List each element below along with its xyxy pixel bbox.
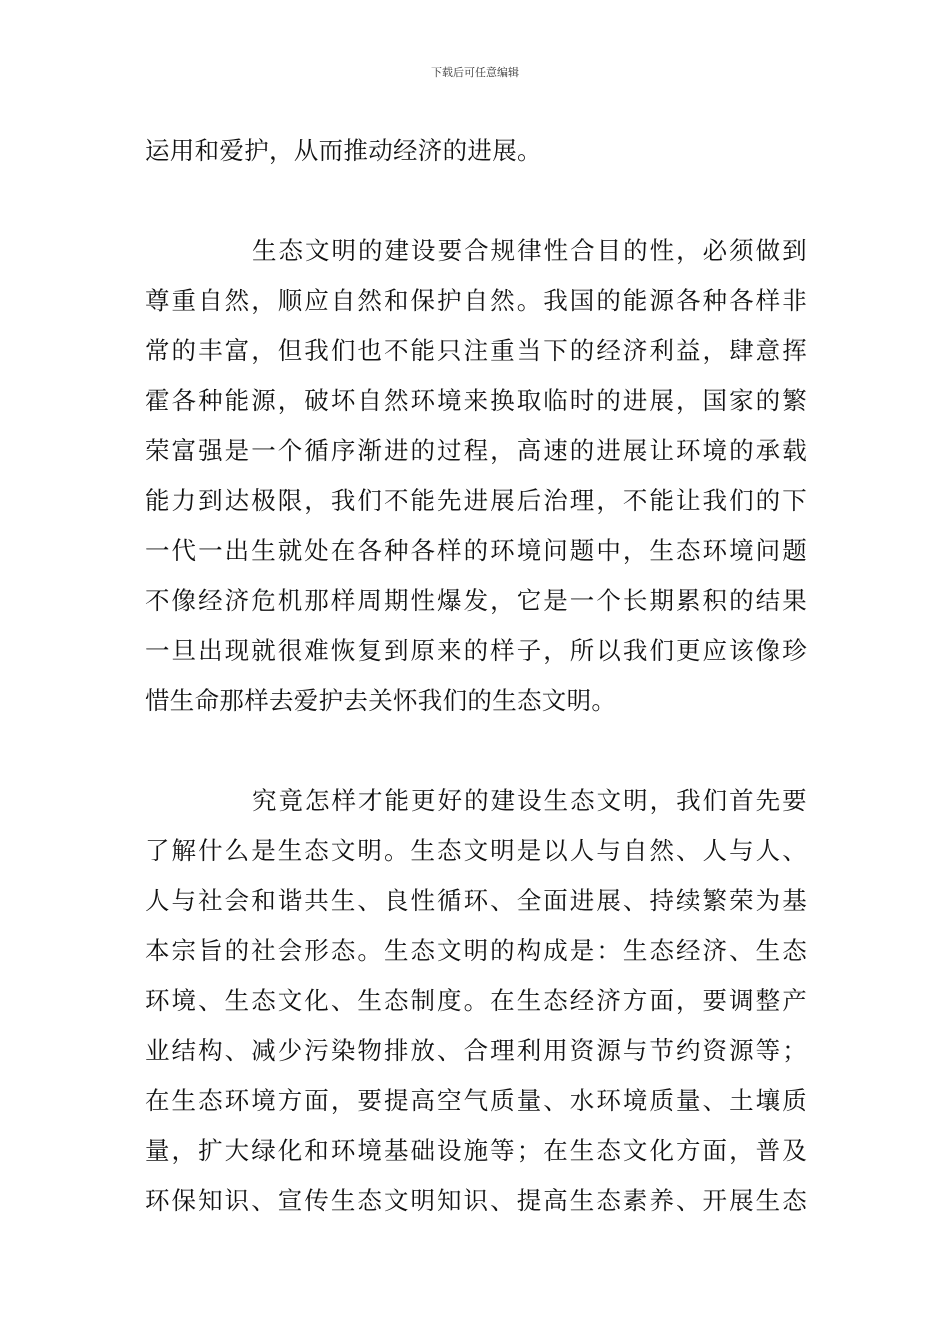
- paragraph-line: 一代一出生就处在各种各样的环境问题中，生态环境问题: [145, 536, 807, 565]
- page-header: 下载后可任意编辑: [431, 66, 519, 79]
- paragraph-line: 常的丰富，但我们也不能只注重当下的经济利益，肆意挥: [145, 336, 807, 365]
- paragraph-line: 环保知识、宣传生态文明知识、提高生态素养、开展生态: [145, 1186, 807, 1215]
- paragraph-line: 霍各种能源，破坏自然环境来换取临时的进展，国家的繁: [145, 386, 807, 415]
- paragraph-line: 荣富强是一个循序渐进的过程，高速的进展让环境的承载: [145, 436, 807, 465]
- paragraph-line: 惜生命那样去爱护去关怀我们的生态文明。: [145, 686, 617, 715]
- paragraph-line: 了解什么是生态文明。生态文明是以人与自然、人与人、: [145, 836, 807, 865]
- paragraph-line: 业结构、减少污染物排放、合理利用资源与节约资源等；: [145, 1036, 807, 1065]
- paragraph-line: 人与社会和谐共生、良性循环、全面进展、持续繁荣为基: [145, 886, 807, 915]
- paragraph-line: 运用和爱护，从而推动经济的进展。: [145, 136, 542, 165]
- paragraph-line: 尊重自然，顺应自然和保护自然。我国的能源各种各样非: [145, 286, 807, 315]
- paragraph-line: 一旦出现就很难恢复到原来的样子，所以我们更应该像珍: [145, 636, 807, 665]
- paragraph-line: 能力到达极限，我们不能先进展后治理，不能让我们的下: [145, 486, 807, 515]
- paragraph-line: 不像经济危机那样周期性爆发，它是一个长期累积的结果: [145, 586, 807, 615]
- paragraph-line: 本宗旨的社会形态。生态文明的构成是：生态经济、生态: [145, 936, 807, 965]
- paragraph-line: 生态文明的建设要合规律性合目的性，必须做到: [252, 236, 807, 265]
- paragraph-line: 究竟怎样才能更好的建设生态文明，我们首先要: [252, 786, 807, 815]
- paragraph-line: 量，扩大绿化和环境基础设施等；在生态文化方面，普及: [145, 1136, 807, 1165]
- paragraph-line: 环境、生态文化、生态制度。在生态经济方面，要调整产: [145, 986, 807, 1015]
- paragraph-line: 在生态环境方面，要提高空气质量、水环境质量、土壤质: [145, 1086, 807, 1115]
